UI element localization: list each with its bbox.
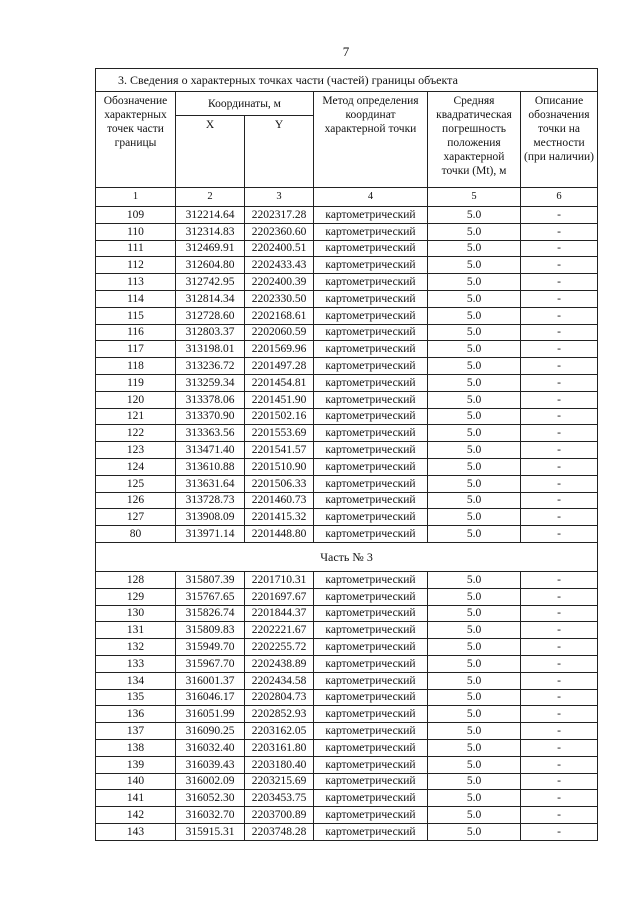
table-row [96, 458, 598, 475]
accuracy-cell: 5.0 [428, 274, 521, 291]
accuracy-cell: 5.0 [428, 588, 521, 605]
table-row [96, 307, 598, 324]
description-cell: - [521, 475, 598, 492]
coord-y: 2202804.73 [245, 689, 314, 706]
accuracy-cell: 5.0 [428, 458, 521, 475]
description-cell: - [521, 622, 598, 639]
accuracy-cell: 5.0 [428, 689, 521, 706]
description-cell: - [521, 672, 598, 689]
point-number: 122 [96, 425, 176, 442]
table-row [96, 492, 598, 509]
header-coordinates: Координаты, м [176, 92, 314, 116]
method-cell: картометрический [314, 374, 428, 391]
method-cell: картометрический [314, 240, 428, 257]
coord-x: 315767.65 [176, 588, 245, 605]
coord-x: 312214.64 [176, 207, 245, 224]
description-cell: - [521, 739, 598, 756]
accuracy-cell: 5.0 [428, 425, 521, 442]
method-cell: картометрический [314, 790, 428, 807]
coord-y: 2201460.73 [245, 492, 314, 509]
description-cell: - [521, 341, 598, 358]
header-method: Метод определения координат характерной точки [314, 92, 428, 188]
description-cell: - [521, 706, 598, 723]
coord-y: 2202317.28 [245, 207, 314, 224]
column-number: 4 [314, 188, 428, 207]
coord-y: 2201553.69 [245, 425, 314, 442]
description-cell: - [521, 723, 598, 740]
coord-x: 316039.43 [176, 756, 245, 773]
method-cell: картометрический [314, 723, 428, 740]
description-cell: - [521, 639, 598, 656]
accuracy-cell: 5.0 [428, 823, 521, 840]
method-cell: картометрический [314, 526, 428, 543]
table-row [96, 442, 598, 459]
column-number: 6 [521, 188, 598, 207]
coord-x: 313631.64 [176, 475, 245, 492]
coord-x: 316001.37 [176, 672, 245, 689]
description-cell: - [521, 605, 598, 622]
table-row [96, 672, 598, 689]
coord-x: 313610.88 [176, 458, 245, 475]
coord-x: 313971.14 [176, 526, 245, 543]
method-cell: картометрический [314, 672, 428, 689]
method-cell: картометрический [314, 571, 428, 588]
accuracy-cell: 5.0 [428, 240, 521, 257]
point-number: 143 [96, 823, 176, 840]
method-cell: картометрический [314, 807, 428, 824]
accuracy-cell: 5.0 [428, 571, 521, 588]
section-title: 3. Сведения о характерных точках части (частей) границы объекта [96, 69, 598, 92]
method-cell: картометрический [314, 509, 428, 526]
coord-x: 312728.60 [176, 307, 245, 324]
column-number: 1 [96, 188, 176, 207]
point-number: 134 [96, 672, 176, 689]
part-label-row [96, 542, 598, 571]
accuracy-cell: 5.0 [428, 672, 521, 689]
coord-y: 2202330.50 [245, 290, 314, 307]
table-row [96, 475, 598, 492]
point-number: 125 [96, 475, 176, 492]
method-cell: картометрический [314, 588, 428, 605]
description-cell: - [521, 492, 598, 509]
coord-x: 316032.40 [176, 739, 245, 756]
coord-y: 2201454.81 [245, 374, 314, 391]
method-cell: картометрический [314, 622, 428, 639]
coord-x: 312314.83 [176, 223, 245, 240]
accuracy-cell: 5.0 [428, 408, 521, 425]
method-cell: картометрический [314, 408, 428, 425]
table-row [96, 739, 598, 756]
description-cell: - [521, 807, 598, 824]
coord-x: 315949.70 [176, 639, 245, 656]
coord-x: 313370.90 [176, 408, 245, 425]
coord-x: 313728.73 [176, 492, 245, 509]
point-number: 117 [96, 341, 176, 358]
table-row [96, 790, 598, 807]
accuracy-cell: 5.0 [428, 706, 521, 723]
point-number: 120 [96, 391, 176, 408]
method-cell: картометрический [314, 307, 428, 324]
coord-y: 2203748.28 [245, 823, 314, 840]
description-cell: - [521, 223, 598, 240]
coord-y: 2201448.80 [245, 526, 314, 543]
table-row [96, 358, 598, 375]
description-cell: - [521, 408, 598, 425]
coord-x: 316051.99 [176, 706, 245, 723]
coord-y: 2203453.75 [245, 790, 314, 807]
point-number: 114 [96, 290, 176, 307]
table-row [96, 324, 598, 341]
header-accuracy: Средняя квадратическая погрешность положения характерной точки (Mt), м [428, 92, 521, 188]
coord-y: 2201451.90 [245, 391, 314, 408]
accuracy-cell: 5.0 [428, 290, 521, 307]
coord-y: 2201541.57 [245, 442, 314, 459]
accuracy-cell: 5.0 [428, 605, 521, 622]
table-row [96, 391, 598, 408]
description-cell: - [521, 207, 598, 224]
description-cell: - [521, 442, 598, 459]
coord-x: 316046.17 [176, 689, 245, 706]
method-cell: картометрический [314, 341, 428, 358]
coord-y: 2201415.32 [245, 509, 314, 526]
table-row [96, 571, 598, 588]
description-cell: - [521, 823, 598, 840]
accuracy-cell: 5.0 [428, 207, 521, 224]
method-cell: картометрический [314, 442, 428, 459]
point-number: 128 [96, 571, 176, 588]
accuracy-cell: 5.0 [428, 341, 521, 358]
method-cell: картометрический [314, 773, 428, 790]
method-cell: картометрический [314, 324, 428, 341]
boundary-points-table [95, 68, 598, 841]
coord-y: 2203180.40 [245, 756, 314, 773]
header-designation: Обозначение характерных точек части границы [96, 92, 176, 188]
accuracy-cell: 5.0 [428, 739, 521, 756]
description-cell: - [521, 374, 598, 391]
coord-y: 2201506.33 [245, 475, 314, 492]
method-cell: картометрический [314, 655, 428, 672]
method-cell: картометрический [314, 358, 428, 375]
description-cell: - [521, 324, 598, 341]
column-number: 3 [245, 188, 314, 207]
method-cell: картометрический [314, 739, 428, 756]
point-number: 111 [96, 240, 176, 257]
table-row [96, 374, 598, 391]
coord-y: 2202221.67 [245, 622, 314, 639]
table-row [96, 257, 598, 274]
coord-x: 315807.39 [176, 571, 245, 588]
accuracy-cell: 5.0 [428, 391, 521, 408]
table-row [96, 425, 598, 442]
point-number: 127 [96, 509, 176, 526]
description-cell: - [521, 689, 598, 706]
description-cell: - [521, 257, 598, 274]
description-cell: - [521, 358, 598, 375]
coord-x: 313259.34 [176, 374, 245, 391]
header-description: Описание обозначения точки на местности (при наличии) [521, 92, 598, 188]
description-cell: - [521, 790, 598, 807]
method-cell: картометрический [314, 475, 428, 492]
column-number: 2 [176, 188, 245, 207]
coord-x: 313363.56 [176, 425, 245, 442]
method-cell: картометрический [314, 223, 428, 240]
coord-y: 2202360.60 [245, 223, 314, 240]
accuracy-cell: 5.0 [428, 257, 521, 274]
method-cell: картометрический [314, 492, 428, 509]
coord-x: 316032.70 [176, 807, 245, 824]
coord-y: 2202438.89 [245, 655, 314, 672]
point-number: 140 [96, 773, 176, 790]
table-row [96, 807, 598, 824]
point-number: 139 [96, 756, 176, 773]
point-number: 123 [96, 442, 176, 459]
point-number: 129 [96, 588, 176, 605]
coord-y: 2202852.93 [245, 706, 314, 723]
point-number: 80 [96, 526, 176, 543]
description-cell: - [521, 509, 598, 526]
method-cell: картометрический [314, 823, 428, 840]
coord-x: 316090.25 [176, 723, 245, 740]
point-number: 136 [96, 706, 176, 723]
point-number: 113 [96, 274, 176, 291]
table-row [96, 706, 598, 723]
point-number: 126 [96, 492, 176, 509]
accuracy-cell: 5.0 [428, 509, 521, 526]
coord-y: 2202060.59 [245, 324, 314, 341]
coord-x: 312469.91 [176, 240, 245, 257]
coord-x: 313378.06 [176, 391, 245, 408]
coord-y: 2201502.16 [245, 408, 314, 425]
table-row [96, 341, 598, 358]
point-number: 109 [96, 207, 176, 224]
coord-y: 2201510.90 [245, 458, 314, 475]
description-cell: - [521, 571, 598, 588]
point-number: 118 [96, 358, 176, 375]
point-number: 138 [96, 739, 176, 756]
point-number: 133 [96, 655, 176, 672]
description-cell: - [521, 655, 598, 672]
method-cell: картометрический [314, 274, 428, 291]
accuracy-cell: 5.0 [428, 639, 521, 656]
table-row [96, 622, 598, 639]
method-cell: картометрический [314, 391, 428, 408]
coord-x: 312814.34 [176, 290, 245, 307]
accuracy-cell: 5.0 [428, 756, 521, 773]
point-number: 119 [96, 374, 176, 391]
method-cell: картометрический [314, 639, 428, 656]
accuracy-cell: 5.0 [428, 442, 521, 459]
accuracy-cell: 5.0 [428, 773, 521, 790]
table-row [96, 655, 598, 672]
accuracy-cell: 5.0 [428, 655, 521, 672]
coord-x: 315915.31 [176, 823, 245, 840]
table-row [96, 240, 598, 257]
table-row [96, 408, 598, 425]
point-number: 141 [96, 790, 176, 807]
method-cell: картометрический [314, 425, 428, 442]
point-number: 124 [96, 458, 176, 475]
coord-y: 2202434.58 [245, 672, 314, 689]
accuracy-cell: 5.0 [428, 324, 521, 341]
coord-x: 312604.80 [176, 257, 245, 274]
coord-x: 313236.72 [176, 358, 245, 375]
point-number: 115 [96, 307, 176, 324]
description-cell: - [521, 773, 598, 790]
coord-y: 2201697.67 [245, 588, 314, 605]
section-title-row [96, 69, 598, 92]
table-row [96, 723, 598, 740]
coord-x: 316052.30 [176, 790, 245, 807]
header-row [96, 92, 598, 116]
table-row [96, 509, 598, 526]
point-number: 130 [96, 605, 176, 622]
table-row [96, 773, 598, 790]
description-cell: - [521, 290, 598, 307]
coord-y: 2202433.43 [245, 257, 314, 274]
description-cell: - [521, 391, 598, 408]
coord-x: 315967.70 [176, 655, 245, 672]
table-row [96, 223, 598, 240]
table-row [96, 605, 598, 622]
table-row [96, 207, 598, 224]
method-cell: картометрический [314, 706, 428, 723]
coord-y: 2202168.61 [245, 307, 314, 324]
description-cell: - [521, 526, 598, 543]
coord-x: 316002.09 [176, 773, 245, 790]
description-cell: - [521, 458, 598, 475]
table-row [96, 823, 598, 840]
table-row [96, 689, 598, 706]
part-label: Часть № 3 [96, 542, 598, 571]
point-number: 131 [96, 622, 176, 639]
point-number: 142 [96, 807, 176, 824]
description-cell: - [521, 307, 598, 324]
description-cell: - [521, 588, 598, 605]
coord-x: 312742.95 [176, 274, 245, 291]
coord-y: 2203161.80 [245, 739, 314, 756]
coord-y: 2201844.37 [245, 605, 314, 622]
coord-x: 313908.09 [176, 509, 245, 526]
coord-y: 2203215.69 [245, 773, 314, 790]
point-number: 110 [96, 223, 176, 240]
description-cell: - [521, 756, 598, 773]
coord-x: 313198.01 [176, 341, 245, 358]
table-row [96, 290, 598, 307]
accuracy-cell: 5.0 [428, 790, 521, 807]
table-row [96, 639, 598, 656]
coord-y: 2201710.31 [245, 571, 314, 588]
accuracy-cell: 5.0 [428, 622, 521, 639]
method-cell: картометрический [314, 207, 428, 224]
point-number: 116 [96, 324, 176, 341]
coord-x: 315826.74 [176, 605, 245, 622]
coord-x: 315809.83 [176, 622, 245, 639]
coord-y: 2203162.05 [245, 723, 314, 740]
header-y: Y [245, 116, 314, 188]
coord-y: 2202400.39 [245, 274, 314, 291]
accuracy-cell: 5.0 [428, 807, 521, 824]
accuracy-cell: 5.0 [428, 358, 521, 375]
table-row [96, 756, 598, 773]
table-row [96, 274, 598, 291]
coord-x: 312803.37 [176, 324, 245, 341]
coord-y: 2203700.89 [245, 807, 314, 824]
coord-y: 2202400.51 [245, 240, 314, 257]
method-cell: картометрический [314, 756, 428, 773]
coord-x: 313471.40 [176, 442, 245, 459]
point-number: 121 [96, 408, 176, 425]
coord-y: 2201569.96 [245, 341, 314, 358]
method-cell: картометрический [314, 605, 428, 622]
accuracy-cell: 5.0 [428, 723, 521, 740]
accuracy-cell: 5.0 [428, 526, 521, 543]
table-row [96, 588, 598, 605]
column-number: 5 [428, 188, 521, 207]
point-number: 137 [96, 723, 176, 740]
description-cell: - [521, 240, 598, 257]
page-number: 7 [342, 44, 350, 59]
method-cell: картометрический [314, 458, 428, 475]
header-x: X [176, 116, 245, 188]
method-cell: картометрический [314, 257, 428, 274]
description-cell: - [521, 274, 598, 291]
point-number: 135 [96, 689, 176, 706]
method-cell: картометрический [314, 290, 428, 307]
accuracy-cell: 5.0 [428, 475, 521, 492]
coord-y: 2202255.72 [245, 639, 314, 656]
point-number: 112 [96, 257, 176, 274]
accuracy-cell: 5.0 [428, 223, 521, 240]
accuracy-cell: 5.0 [428, 307, 521, 324]
accuracy-cell: 5.0 [428, 492, 521, 509]
coord-y: 2201497.28 [245, 358, 314, 375]
point-number: 132 [96, 639, 176, 656]
column-numbers-row [96, 188, 598, 207]
description-cell: - [521, 425, 598, 442]
table-row [96, 526, 598, 543]
method-cell: картометрический [314, 689, 428, 706]
accuracy-cell: 5.0 [428, 374, 521, 391]
